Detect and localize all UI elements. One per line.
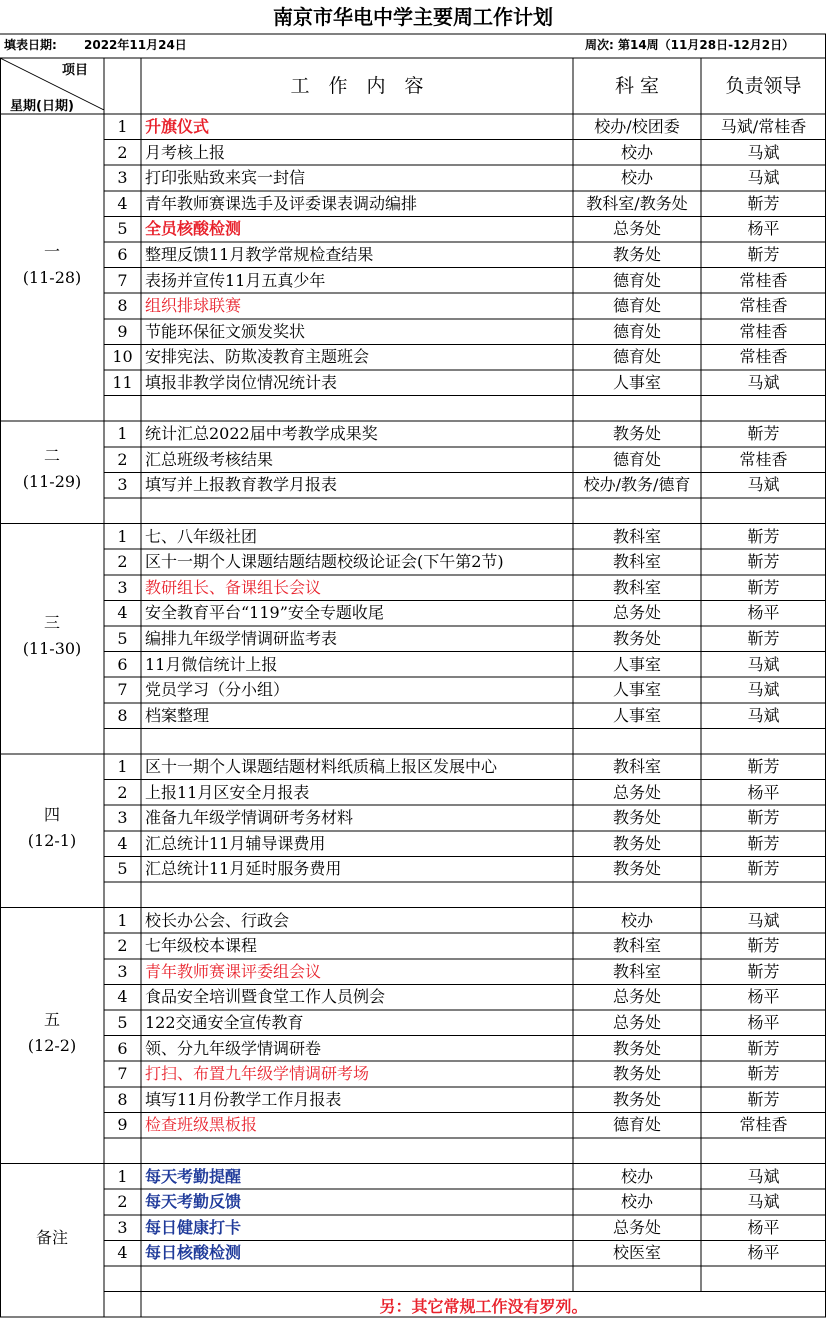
task-leader: 杨平 xyxy=(747,1217,780,1237)
task-content: 区十一期个人课题结题结题校级论证会(下午第2节) xyxy=(145,552,504,572)
row-number: 7 xyxy=(117,1064,128,1084)
task-dept: 人事室 xyxy=(612,705,661,725)
row-number: 10 xyxy=(112,347,133,367)
row-number: 3 xyxy=(117,577,128,597)
task-leader: 马斌 xyxy=(747,654,780,674)
task-dept: 教务处 xyxy=(612,1038,661,1058)
task-content: 上报11月区安全月报表 xyxy=(145,782,310,802)
row-number: 4 xyxy=(117,1243,128,1263)
task-leader: 常桂香 xyxy=(739,1115,788,1135)
row-number: 2 xyxy=(117,552,128,572)
task-dept: 总务处 xyxy=(612,987,661,1007)
remarks-label: 备注 xyxy=(35,1228,68,1248)
task-content: 每日核酸检测 xyxy=(145,1243,242,1263)
task-leader: 马斌 xyxy=(747,705,780,725)
row-number: 2 xyxy=(117,449,128,469)
task-dept: 总务处 xyxy=(612,1013,661,1032)
task-content: 统计汇总2022届中考教学成果奖 xyxy=(145,424,378,444)
task-leader: 马斌 xyxy=(747,680,780,700)
task-leader: 靳芳 xyxy=(747,245,780,264)
row-number: 4 xyxy=(117,987,128,1007)
task-leader: 马斌/常桂香 xyxy=(720,117,807,136)
task-dept: 教科室 xyxy=(612,526,661,546)
task-dept: 人事室 xyxy=(612,680,661,700)
task-leader: 靳芳 xyxy=(747,629,780,648)
row-number: 8 xyxy=(117,296,128,316)
row-number: 1 xyxy=(117,117,128,136)
task-dept: 校办 xyxy=(620,1192,653,1212)
row-number: 6 xyxy=(117,245,128,264)
task-dept: 德育处 xyxy=(612,321,661,341)
task-dept: 德育处 xyxy=(612,1115,661,1135)
weekday-date: (12-2) xyxy=(27,1035,77,1055)
task-content: 组织排球联赛 xyxy=(145,296,242,316)
weekday-date: (11-30) xyxy=(22,638,82,658)
row-number: 8 xyxy=(117,705,128,725)
task-content: 每天考勤反馈 xyxy=(145,1192,242,1212)
row-number: 3 xyxy=(117,475,128,495)
task-leader: 马斌 xyxy=(747,1192,780,1212)
task-leader: 杨平 xyxy=(747,219,780,239)
corner-item-label: 项目 xyxy=(62,63,89,78)
fill-date-label: 填表日期: xyxy=(4,38,57,52)
row-number: 3 xyxy=(117,168,128,188)
task-leader: 靳芳 xyxy=(747,424,780,444)
corner-weekday-label: 星期(日期) xyxy=(10,99,74,114)
task-dept: 校办/校团委 xyxy=(594,117,680,136)
task-dept: 校办 xyxy=(620,1166,653,1186)
row-number: 1 xyxy=(117,910,128,930)
task-dept: 教科室/教务处 xyxy=(586,193,688,213)
task-dept: 校医室 xyxy=(612,1243,661,1263)
weekday-date: (11-29) xyxy=(22,472,82,492)
task-leader: 杨平 xyxy=(747,603,780,623)
row-number: 9 xyxy=(117,1115,128,1135)
fill-date: 2022年11月24日 xyxy=(84,38,187,52)
task-leader: 常桂香 xyxy=(739,296,788,316)
task-dept: 校办 xyxy=(620,168,653,188)
task-content: 打扫、布置九年级学情调研考场 xyxy=(145,1064,370,1084)
task-content: 填写11月份教学工作月报表 xyxy=(145,1089,342,1109)
task-dept: 校办 xyxy=(620,142,653,162)
task-leader: 常桂香 xyxy=(739,449,788,469)
header-dept: 科 室 xyxy=(614,75,660,97)
weekday-name: 五 xyxy=(43,1009,60,1029)
weekday-name: 一 xyxy=(43,241,60,261)
task-leader: 杨平 xyxy=(747,987,780,1007)
row-number: 9 xyxy=(117,321,128,341)
row-number: 5 xyxy=(117,219,128,239)
row-number: 2 xyxy=(117,936,128,956)
task-content: 表扬并宣传11月五真少年 xyxy=(145,270,326,290)
task-content: 整理反馈11月教学常规检查结果 xyxy=(145,245,374,264)
task-leader: 靳芳 xyxy=(747,808,780,828)
task-dept: 教务处 xyxy=(612,424,661,444)
task-leader: 马斌 xyxy=(747,142,780,162)
weekday-name: 三 xyxy=(43,612,60,632)
task-leader: 杨平 xyxy=(747,1013,780,1032)
task-dept: 德育处 xyxy=(612,449,661,469)
task-dept: 总务处 xyxy=(612,1217,661,1237)
remarks-footer: 另：其它常规工作没有罗列。 xyxy=(379,1296,588,1316)
task-leader: 靳芳 xyxy=(747,833,780,853)
task-leader: 杨平 xyxy=(747,1243,780,1263)
task-content: 全员核酸检测 xyxy=(145,219,242,239)
task-content: 区十一期个人课题结题材料纸质稿上报区发展中心 xyxy=(145,757,498,776)
row-number: 7 xyxy=(117,680,128,700)
row-number: 11 xyxy=(112,373,133,392)
task-dept: 校办/教务/德育 xyxy=(583,475,691,495)
task-leader: 常桂香 xyxy=(739,321,788,341)
task-leader: 马斌 xyxy=(747,1166,780,1186)
task-content: 汇总班级考核结果 xyxy=(145,449,274,469)
row-number: 1 xyxy=(117,424,128,444)
task-content: 校长办公会、行政会 xyxy=(145,910,290,930)
task-content: 安全教育平台“119”安全专题收尾 xyxy=(145,603,384,623)
task-content: 节能环保征文颁发奖状 xyxy=(145,321,306,341)
row-number: 1 xyxy=(117,1166,128,1186)
row-number: 6 xyxy=(117,1038,128,1058)
task-dept: 校办 xyxy=(620,910,653,930)
task-content: 每天考勤提醒 xyxy=(145,1166,242,1186)
row-number: 2 xyxy=(117,142,128,162)
row-number: 4 xyxy=(117,603,128,623)
header-leader: 负责领导 xyxy=(725,75,802,97)
task-leader: 靳芳 xyxy=(747,859,780,879)
task-leader: 靳芳 xyxy=(747,526,780,546)
task-dept: 教务处 xyxy=(612,629,661,648)
task-leader: 常桂香 xyxy=(739,270,788,290)
task-dept: 总务处 xyxy=(612,782,661,802)
task-leader: 靳芳 xyxy=(747,1064,780,1084)
row-number: 2 xyxy=(117,1192,128,1212)
task-content: 编排九年级学情调研监考表 xyxy=(145,629,338,648)
weekday-name: 二 xyxy=(43,446,60,466)
task-leader: 马斌 xyxy=(747,373,780,392)
row-number: 1 xyxy=(117,526,128,546)
task-dept: 人事室 xyxy=(612,654,661,674)
header-content: 工 作 内 容 xyxy=(290,75,424,97)
row-number: 5 xyxy=(117,859,128,879)
row-number: 6 xyxy=(117,654,128,674)
task-leader: 靳芳 xyxy=(747,1038,780,1058)
task-content: 填报非教学岗位情况统计表 xyxy=(145,373,338,392)
task-content: 11月微信统计上报 xyxy=(145,654,278,674)
task-content: 七、八年级社团 xyxy=(145,526,258,546)
task-leader: 靳芳 xyxy=(747,936,780,956)
task-leader: 常桂香 xyxy=(739,347,788,367)
task-content: 汇总统计11月延时服务费用 xyxy=(145,859,342,879)
task-leader: 靳芳 xyxy=(747,757,780,776)
task-leader: 靳芳 xyxy=(747,577,780,597)
task-dept: 教科室 xyxy=(612,961,661,981)
task-content: 档案整理 xyxy=(145,705,210,725)
row-number: 2 xyxy=(117,782,128,802)
row-number: 4 xyxy=(117,833,128,853)
row-number: 3 xyxy=(117,961,128,981)
task-dept: 教科室 xyxy=(612,936,661,956)
task-content: 党员学习（分小组） xyxy=(145,680,290,700)
task-content: 月考核上报 xyxy=(145,142,226,162)
task-content: 安排宪法、防欺凌教育主题班会 xyxy=(145,347,370,367)
task-content: 每日健康打卡 xyxy=(145,1217,242,1237)
task-dept: 总务处 xyxy=(612,219,661,239)
task-dept: 教科室 xyxy=(612,577,661,597)
task-content: 青年教师赛课评委组会议 xyxy=(145,961,322,981)
task-leader: 马斌 xyxy=(747,168,780,188)
task-content: 汇总统计11月辅导课费用 xyxy=(145,833,326,853)
task-dept: 德育处 xyxy=(612,296,661,316)
task-dept: 教务处 xyxy=(612,1089,661,1109)
task-dept: 德育处 xyxy=(612,347,661,367)
task-leader: 靳芳 xyxy=(747,1089,780,1109)
task-leader: 马斌 xyxy=(747,910,780,930)
weekday-date: (12-1) xyxy=(27,830,77,850)
page-title: 南京市华电中学主要周工作计划 xyxy=(273,5,553,29)
row-number: 1 xyxy=(117,757,128,776)
task-dept: 教务处 xyxy=(612,833,661,853)
task-dept: 教务处 xyxy=(612,808,661,828)
task-leader: 靳芳 xyxy=(747,961,780,981)
task-content: 升旗仪式 xyxy=(145,117,210,136)
task-content: 填写并上报教育教学月报表 xyxy=(145,475,338,495)
task-dept: 教务处 xyxy=(612,859,661,879)
task-content: 领、分九年级学情调研卷 xyxy=(145,1038,322,1058)
task-content: 七年级校本课程 xyxy=(145,936,258,956)
task-leader: 靳芳 xyxy=(747,193,780,213)
task-content: 食品安全培训暨食堂工作人员例会 xyxy=(145,987,386,1007)
task-dept: 总务处 xyxy=(612,603,661,623)
task-dept: 德育处 xyxy=(612,270,661,290)
row-number: 5 xyxy=(117,629,128,648)
row-number: 8 xyxy=(117,1089,128,1109)
weekday-name: 四 xyxy=(43,804,60,824)
task-leader: 马斌 xyxy=(747,475,780,495)
row-number: 3 xyxy=(117,1217,128,1237)
task-content: 打印张贴致来宾一封信 xyxy=(145,168,306,188)
weekday-date: (11-28) xyxy=(22,267,82,287)
row-number: 3 xyxy=(117,808,128,828)
task-content: 检查班级黑板报 xyxy=(145,1115,258,1135)
task-dept: 教科室 xyxy=(612,757,661,776)
task-dept: 人事室 xyxy=(612,373,661,392)
task-dept: 教务处 xyxy=(612,1064,661,1084)
task-content: 青年教师赛课选手及评委课表调动编排 xyxy=(145,193,418,213)
task-dept: 教科室 xyxy=(612,552,661,572)
task-content: 教研组长、备课组长会议 xyxy=(145,577,322,597)
task-content: 准备九年级学情调研考务材料 xyxy=(145,808,354,828)
row-number: 4 xyxy=(117,193,128,213)
task-leader: 靳芳 xyxy=(747,552,780,572)
week-info: 周次: 第14周（11月28日-12月2日） xyxy=(585,38,795,52)
task-dept: 教务处 xyxy=(612,245,661,264)
row-number: 7 xyxy=(117,270,128,290)
task-content: 122交通安全宣传教育 xyxy=(145,1013,304,1032)
row-number: 5 xyxy=(117,1013,128,1032)
task-leader: 杨平 xyxy=(747,782,780,802)
